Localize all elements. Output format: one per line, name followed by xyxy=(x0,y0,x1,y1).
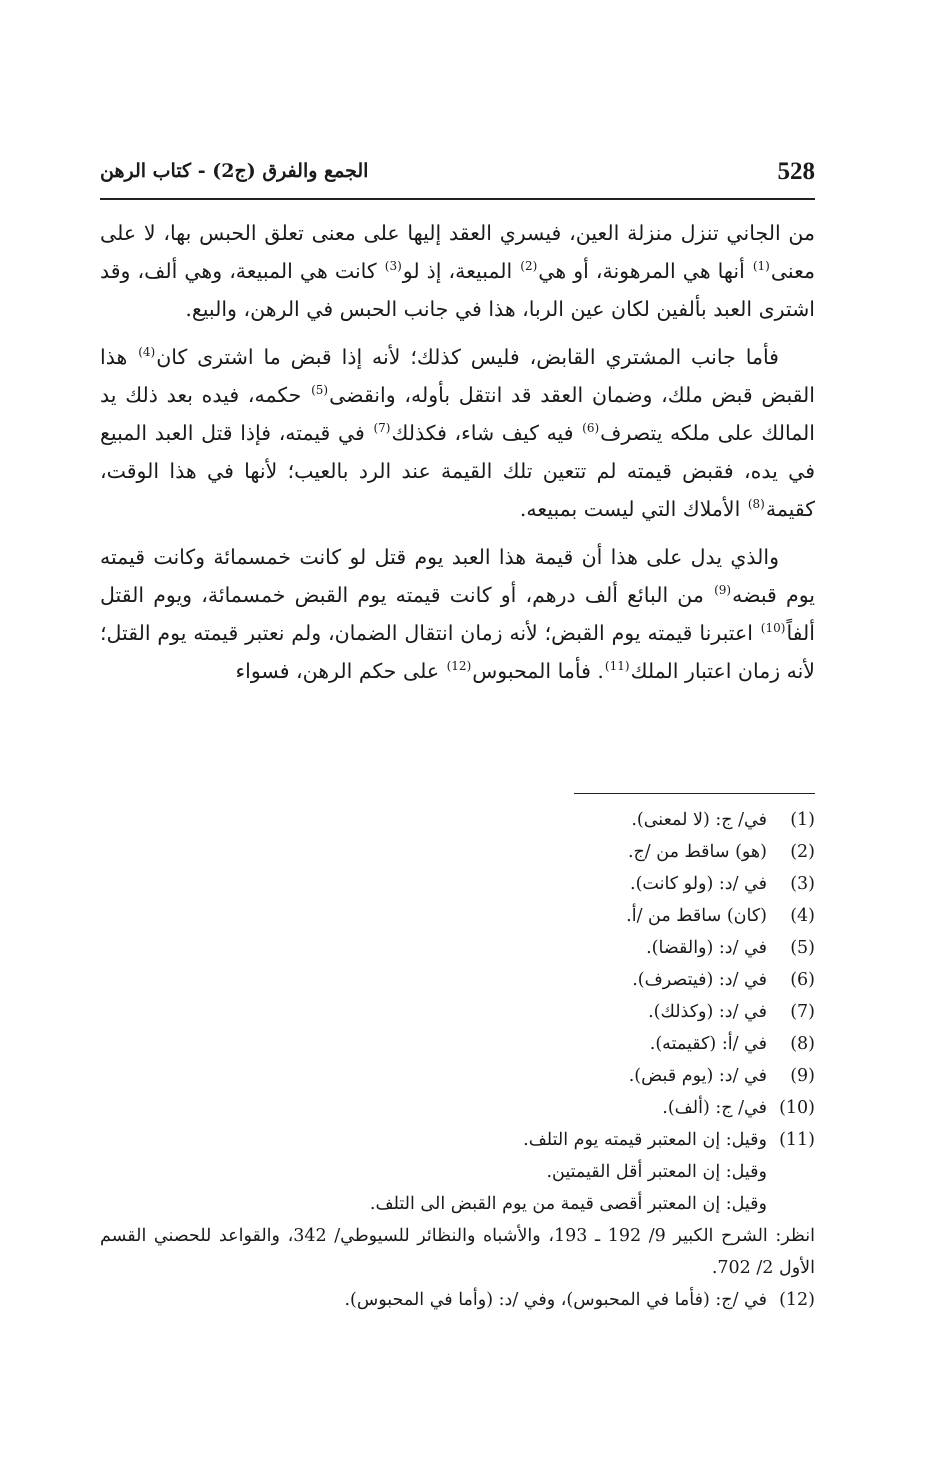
body-paragraph xyxy=(100,538,815,690)
footnote-marker: (2) xyxy=(520,259,538,274)
footnote-number: (11) xyxy=(779,1130,815,1150)
footnote-number: (4) xyxy=(790,906,815,926)
page-number: 528 xyxy=(777,158,815,185)
footnote-text: في /د: (ولو كانت). xyxy=(630,874,767,894)
footnote-body xyxy=(100,1028,767,1060)
footnote-marker: (1) xyxy=(752,259,770,274)
body-text-run: والذي يدل على هذا أن قيمة هذا العبد يوم قتل لو كانت خمسمائة وكانت قيمته يوم قبضه xyxy=(100,545,816,607)
footnote-body xyxy=(100,1060,767,1092)
body-paragraph xyxy=(100,214,815,328)
footnote-marker: (11) xyxy=(604,659,630,674)
footnote-item xyxy=(100,964,815,996)
footnote-item xyxy=(100,1028,815,1060)
body-text-run: اعتبرنا قيمته يوم القبض؛ لأنه زمان انتقال الضمان، ولم نعتبر قيمته يوم القتل؛ لأنه زمان اعتبار الملك xyxy=(100,621,815,683)
footnote-number: (12) xyxy=(779,1290,815,1310)
body-text-run: على حكم الرهن، فسواء xyxy=(235,659,446,683)
page-header xyxy=(100,158,815,192)
footnote-marker: (9) xyxy=(714,583,732,598)
footnote-body xyxy=(100,1124,767,1220)
footnote-marker: (3) xyxy=(384,259,402,274)
footnote-number: (8) xyxy=(790,1034,815,1054)
footnote-body xyxy=(100,804,767,836)
footnote-item xyxy=(100,868,815,900)
footnote-item xyxy=(100,1060,815,1092)
footnote-body xyxy=(100,932,767,964)
footnote-body xyxy=(100,900,767,932)
footnote-text: في /د: (فيتصرف). xyxy=(632,970,767,990)
footnote-item xyxy=(100,836,815,868)
body-text-run: من البائع ألف درهم، أو كانت قيمته يوم القبض خمسمائة، ويوم القتل ألفاً xyxy=(100,583,815,645)
body-text-run: فأما جانب المشتري القابض، فليس كذلك؛ لأنه إذا قبض ما اشترى كان xyxy=(156,345,779,369)
footnote-text: في/ ج: (لا لمعنى). xyxy=(631,810,767,830)
main-text xyxy=(100,214,815,700)
footnote-marker: (12) xyxy=(446,659,472,674)
footnote-item xyxy=(100,996,815,1028)
footnote-item xyxy=(100,804,815,836)
footnote-text: وقيل: إن المعتبر أقل القيمتين. xyxy=(546,1162,767,1182)
footnote-reference: انظر: الشرح الكبير 9/ 192 ـ 193، والأشباه والنظائر للسيوطي/ 342، والقواعد للحصني القسم الأول 2/ 702. xyxy=(100,1226,815,1278)
body-text-run: الأملاك التي ليست بمبيعه. xyxy=(519,497,747,521)
footnote-marker: (4) xyxy=(138,345,156,360)
footnote-text: في /أ: (كقيمته). xyxy=(649,1034,767,1054)
footnote-number: (7) xyxy=(790,1002,815,1022)
footnote-marker: (6) xyxy=(582,421,600,436)
footnote-number: (2) xyxy=(790,842,815,862)
footnote-marker: (8) xyxy=(747,497,765,512)
footnote-body xyxy=(100,836,767,868)
body-text-run: حكمه، فيده بعد ذلك يد المالك على ملكه يتصرف xyxy=(100,383,815,445)
footnote-item xyxy=(100,1124,815,1220)
footnote-text: (كان) ساقط من /أ. xyxy=(626,906,767,926)
body-text-run: . فأما المحبوس xyxy=(472,659,604,683)
footnote-text: وقيل: إن المعتبر قيمته يوم التلف. xyxy=(523,1130,767,1150)
footnote-body xyxy=(100,964,767,996)
footnote-text: وقيل: إن المعتبر أقصى قيمة من يوم القبض الى التلف. xyxy=(369,1194,767,1214)
footnote-separator xyxy=(574,793,815,794)
body-text-run: كانت هي المبيعة، وهي ألف، وقد اشترى العبد بألفين لكان عين الربا، هذا في جانب الحبس في الرهن، والبيع. xyxy=(100,259,815,321)
body-text-run: المبيعة، إذ لو xyxy=(402,259,520,283)
footnotes xyxy=(100,804,815,1316)
header-rule xyxy=(100,198,815,200)
footnote-number: (9) xyxy=(790,1066,815,1086)
footnote-text: في /د: (والقضا). xyxy=(646,938,767,958)
running-title: الجمع والفرق (ج2) - كتاب الرهن xyxy=(100,160,369,182)
footnote-marker: (5) xyxy=(311,383,329,398)
footnote-item xyxy=(100,1092,815,1124)
footnote-number: (1) xyxy=(790,810,815,830)
footnote-number: (5) xyxy=(790,938,815,958)
footnote-item xyxy=(100,1284,815,1316)
footnote-number: (6) xyxy=(790,970,815,990)
footnote-body xyxy=(100,996,767,1028)
body-text-run: أنها هي المرهونة، أو هي xyxy=(538,259,752,283)
footnote-item xyxy=(100,932,815,964)
body-text-run: هذا القبض قبض ملك، وضمان العقد قد انتقل بأوله، وانقضى xyxy=(100,345,815,407)
footnote-text: في /د: (يوم قبض). xyxy=(628,1066,767,1086)
footnote-body xyxy=(100,1284,767,1316)
footnote-marker: (10) xyxy=(760,621,786,636)
footnote-item xyxy=(100,900,815,932)
footnote-text: في /ج: (فأما في المحبوس)، وفي /د: (وأما في المحبوس). xyxy=(344,1290,767,1310)
footnote-text: في /د: (وكذلك). xyxy=(648,1002,767,1022)
footnote-text: (هو) ساقط من /ج. xyxy=(627,842,767,862)
footnote-number: (3) xyxy=(790,874,815,894)
footnote-body xyxy=(100,1092,767,1124)
body-text-run: في قيمته، فإذا قتل العبد المبيع في يده، فقبض قيمته لم تتعين تلك القيمة عند الرد بالعيب؛ لأنها في هذا الوقت، كقيمة xyxy=(100,421,815,521)
footnote-text: في/ ج: (ألف). xyxy=(662,1098,767,1118)
footnote-body xyxy=(100,868,767,900)
body-paragraph xyxy=(100,338,815,528)
body-text-run: من الجاني تنزل منزلة العين، فيسري العقد إليها على معنى تعلق الحبس بها، لا على معنى xyxy=(100,221,815,283)
body-text-run: فيه كيف شاء، فكذلك xyxy=(391,421,582,445)
footnote-marker: (7) xyxy=(373,421,391,436)
footnote-number: (10) xyxy=(779,1098,815,1118)
